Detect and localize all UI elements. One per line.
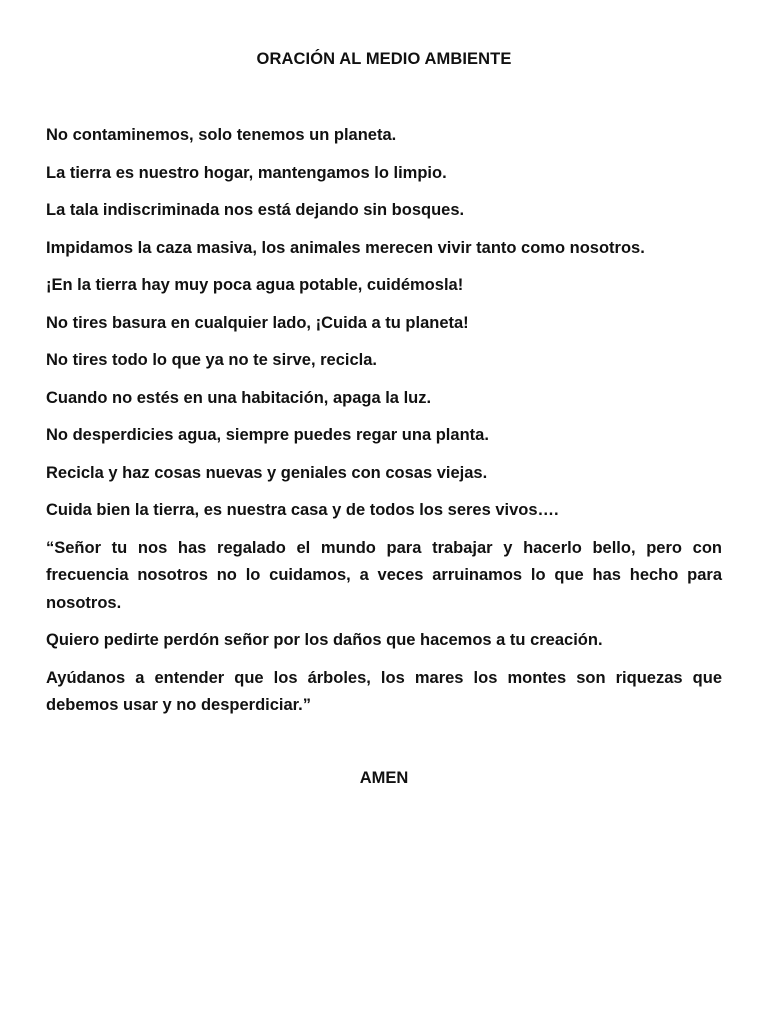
prayer-paragraph: Ayúdanos a entender que los árboles, los mares los montes son riquezas que debemos usar y no desperdiciar.” xyxy=(46,668,722,714)
prayer-paragraph: Quiero pedirte perdón señor por los daños que hacemos a tu creación. xyxy=(46,631,603,649)
prayer-body xyxy=(46,122,722,730)
prayer-line: No tires basura en cualquier lado, ¡Cuida a tu planeta! xyxy=(46,313,469,332)
prayer-line: No tires todo lo que ya no te sirve, recicla. xyxy=(46,351,378,369)
prayer-line: La tierra es nuestro hogar, mantengamos lo limpio. xyxy=(46,163,447,182)
prayer-line: Cuida bien la tierra, es nuestra casa y de todos los seres vivos…. xyxy=(46,501,559,519)
prayer-line: La tala indiscriminada nos está dejando sin bosques. xyxy=(46,201,465,219)
prayer-line: Recicla y haz cosas nuevas y geniales con cosas viejas. xyxy=(46,463,488,482)
closing-word: AMEN xyxy=(359,769,409,787)
prayer-line: Impidamos la caza masiva, los animales merecen vivir tanto como nosotros. xyxy=(46,238,645,257)
prayer-line: Cuando no estés en una habitación, apaga la luz. xyxy=(46,388,432,407)
prayer-line: No contaminemos, solo tenemos un planeta. xyxy=(46,126,397,144)
document-title: ORACIÓN AL MEDIO AMBIENTE xyxy=(256,50,512,68)
prayer-line: ¡En la tierra hay muy poca agua potable, cuidémosla! xyxy=(46,276,464,294)
prayer-paragraph: “Señor tu nos has regalado el mundo para trabajar y hacerlo bello, pero con frecuencia nosotros no lo cuidamos, a veces arruinamos lo que has hecho para nosotros. xyxy=(46,538,722,612)
prayer-line: No desperdicies agua, siempre puedes regar una planta. xyxy=(46,426,489,444)
